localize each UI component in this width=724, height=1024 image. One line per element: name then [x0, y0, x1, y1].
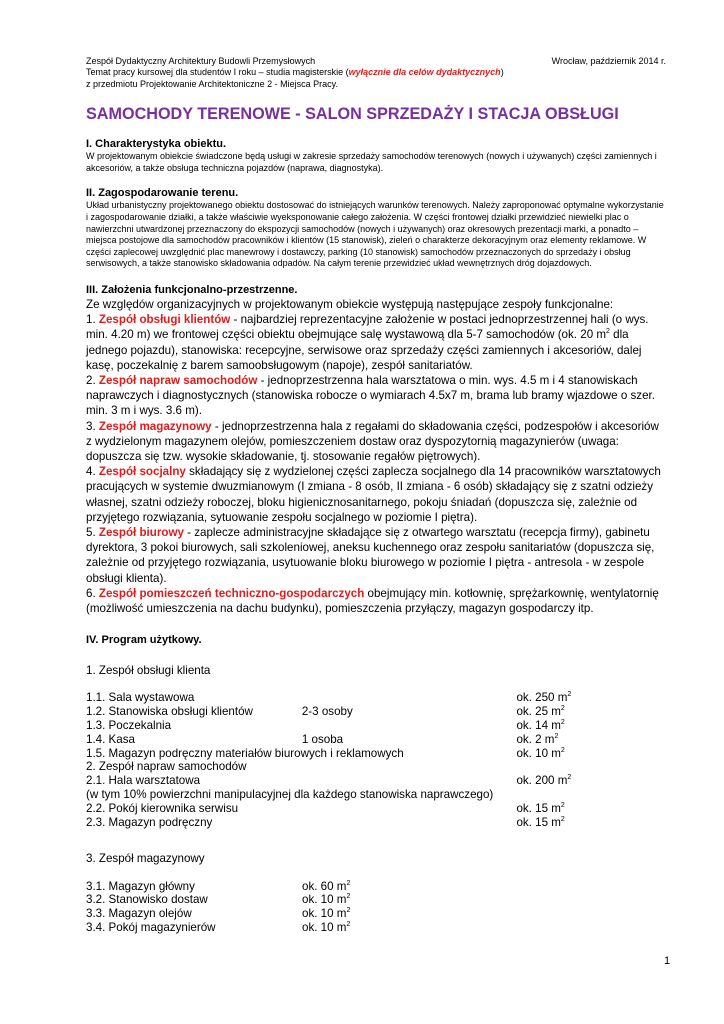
document-title: SAMOCHODY TERENOWE - SALON SPRZEDAŻY I STACJA OBSŁUGI: [86, 105, 619, 124]
section-text: Układ urbanistyczny projektowanego obiektu dostosować do istniejących warunków terenowych. Należy zaproponować optymalne wykorzystanie i zagospodarowanie działki, a także właściwie wyeksponowanie całego założenia. W części frontowej działki przewidzieć niewielki plac o nawierzchni utwardzonej przeznaczony do ekspozycji samochodów (nowych i używanych) oraz okresowych prezentacji marki, a ponadto – miejsca postojowe dla samochodów pracowników i klientów (15 stanowisk), zieleń o charakterze dekoracyjnym oraz elementy reklamowe. W części zaplecowej uwzględnić plac manewrowy i dostawczy, parking (10 stanowisk) samochodów przeznaczonych do sprzedaży i obsług serwisowych, a także stanowisko składowania odpadów. Na całym terenie przewidzieć układ wewnętrznych dróg dojazdowych.: [86, 200, 664, 269]
table-row: 1.1. Sala wystawowa ok. 250 $m^2$: [86, 691, 572, 705]
topic-line: Temat pracy kursowej dla studentów I roku – studia magisterskie (wyłącznie dla celów dydaktycznych): [86, 67, 504, 78]
section-heading: II. Zagospodarowanie terenu.: [86, 187, 239, 200]
section-heading: IV. Program użytkowy.: [86, 634, 202, 647]
section-heading: III. Założenia funkcjonalno-przestrzenne.: [86, 283, 298, 296]
table-row: 1.3. Poczekalnia ok. 14 $m^2$: [86, 719, 565, 733]
zone-name: Zespół magazynowy: [98, 419, 212, 433]
table-row: 3.4. Pokój magazynierów ok. 10 $m^2$: [86, 921, 351, 934]
program-table: [86, 691, 666, 829]
place-date: Wrocław, październik 2014 r.: [551, 56, 666, 66]
list-item: 4. Zespół socjalny składający się z wydzielonej części zaplecza socjalnego dla 14 pracowników warsztatowych pracujących w systemie dwuzmianowym (I zmiana - 8 osób, II zmiana - 6 osób) składający się z szatni odzieży własnej, szatni odzieży roboczej, bloku higienicznosanitarnego, pokoju śniadań (dopuszcza się, zależnie od przyjętego rozwiązania, sytuowanie zespołu socjalnego w poziomie I piętra).: [86, 465, 661, 524]
zone-name: Zespół socjalny: [98, 465, 186, 479]
table-row: 3.3. Magazyn olejów ok. 10 $m^2$: [86, 907, 351, 921]
table-row: 1.5. Magazyn podręczny materiałów biurowych i reklamowych ok. 10 $m^2$: [86, 746, 565, 760]
program-note: (w tym 10% powierzchni manipulacyjnej dla każdego stanowiska naprawczego): [86, 788, 494, 802]
list-item: 5. Zespół biurowy - zaplecze administracyjne składające się z otwartego warsztatu (recepcja firmy), gabinetu dyrektora, 3 pokoi biurowych, sali szkoleniowej, aneksu kuchennego oraz zespołu sanitariatów (dopuszcza się, zależnie od przyjętego rozwiązania, usytuowanie bloku biurowego w poziomie I piętra - antresola - w zespole obsługi klienta).: [86, 526, 655, 585]
program-group-title: 3. Zespół magazynowy: [86, 852, 205, 866]
institution-name: Zespół Dydaktyczny Architektury Budowli Przemysłowych: [86, 56, 316, 66]
functional-zone-list: [86, 312, 666, 616]
topic-note: wyłącznie dla celów dydaktycznych: [348, 67, 501, 78]
table-row: 2.3. Magazyn podręczny ok. 15 $m^2$: [86, 815, 565, 829]
program-group-title: 1. Zespół obsługi klienta: [86, 664, 211, 678]
list-item: 1. Zespół obsługi klientów - najbardziej reprezentacyjne założenie w postaci jednoprzestrzennej hali (o wys. min. 4.20 m) we frontowej części obiektu obejmujące salę wystawową dla 5-7 samochodów (ok. 20 $m^2$ dla jednego pojazdu), stanowiska: recepcyjne, serwisowe oraz sprzedaży części zamiennych i akcesoriów, dalej kasę, poczekalnię z barem samoobsługowym (napoje), zespół sanitariatów.: [86, 313, 649, 372]
table-row: 3.2. Stanowisko dostaw ok. 10 $m^2$: [86, 893, 351, 907]
list-item: 3. Zespół magazynowy - jednoprzestrzenna hala z regałami do składowania części, podzespołów i akcesoriów z wydzielonym magazynem olejów, pomieszczeniem dostaw oraz dyspozytornią magazynierów (uwaga: dopuszcza się tzw. wysokie składowanie, tj. stosowanie regałów piętrowych).: [86, 419, 659, 463]
table-row: 3.1. Magazyn główny ok. 60 $m^2$: [86, 879, 351, 893]
page-number: 1: [664, 955, 671, 967]
document-page: [86, 56, 666, 935]
zone-name: Zespół obsługi klientów: [98, 313, 231, 327]
section-text: W projektowanym obiekcie świadczone będą usługi w zakresie sprzedaży samochodów terenowych (nowych i używanych) części zamiennych i akcesoriów, a także obsługa techniczna pojazdów (naprawa, diagnostyka).: [86, 151, 657, 173]
subject-line: z przedmiotu Projektowanie Architektoniczne 2 - Miejsca Pracy.: [86, 78, 338, 89]
table-row: 2.2. Pokój kierownika serwisu ok. 15 $m^2$: [86, 801, 565, 815]
table-row: 2.1. Hala warsztatowa ok. 200 $m^2$: [86, 774, 572, 788]
section-intro: Ze względów organizacyjnych w projektowanym obiekcie występują następujące zespoły funkcjonalne:: [86, 297, 614, 311]
zone-name: Zespół biurowy: [98, 526, 184, 540]
section-heading: I. Charakterystyka obiektu.: [86, 138, 227, 151]
table-row: [86, 788, 666, 802]
table-row: 1.4. Kasa 1 osoba ok. 2 $m^2$: [86, 732, 559, 746]
table-row: [86, 760, 666, 774]
document-header: [86, 56, 666, 90]
list-item: 2. Zespół napraw samochodów - jednoprzestrzenna hala warsztatowa o min. wys. 4.5 m i 4 stanowiskach naprawczych i diagnostycznych (stanowiska robocze o wymiarach 4.5x7 m, brama lub bramy wjazdowe o szer. min. 3 m i wys. 3.6 m).: [86, 373, 655, 418]
zone-name: Zespół napraw samochodów: [98, 373, 258, 387]
program-table: [86, 880, 452, 935]
list-item: 6. Zespół pomieszczeń techniczno-gospodarczych obejmujący min. kotłownię, sprężarkownię, wentylatornię (możliwość umieszczenia na dachu budynku), pomieszczenia przyłączy, magazyn gospodarczy itp.: [86, 586, 659, 616]
table-row: 1.2. Stanowiska obsługi klientów 2-3 osoby ok. 25 $m^2$: [86, 705, 565, 719]
program-group-title: 2. Zespół napraw samochodów: [86, 760, 247, 774]
zone-name: Zespół pomieszczeń techniczno-gospodarczych: [98, 586, 365, 600]
